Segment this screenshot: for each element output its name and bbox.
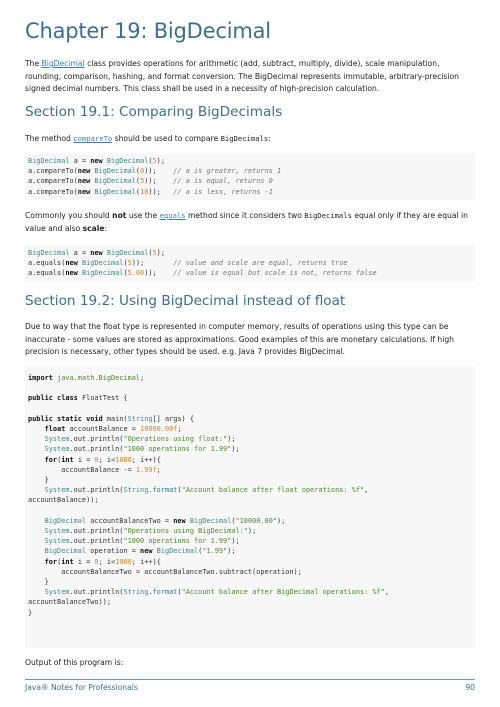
code-block-equals: BigDecimal a = new BigDecimal(5); a.equals(new BigDecimal(5)); // value and scale are equal, returns true a.equals(new BigDecimal(5.00)); // value is equal but scale is not, returns false xyxy=(25,245,475,282)
code-block-floattest: import java.math.BigDecimal; public class FloatTest { public static void main(String[] args) { float accountBalance = 10000.00f; System.out.println("Operations using float:"); System.out.println("1000 operations for 1.99"); for(int i = 0; i<1000; i++){ accountBalance -= 1.99f; } System.out.println(String.format("Account balance after float operations: %f", accountBalance)); BigDecimal accountBalanceTwo = new BigDecimal("10000.00"); System.out.println("Operations using BigDecimal:"); System.out.println("1000 operations for 1.99"); BigDecimal operation = new BigDecimal("1.99"); for(int i = 0; i<1000; i++){ accountBalanceTwo = accountBalanceTwo.subtract(operation); } System.out.println(String.format("Account balance after BigDecimal operations: %f", accountBalanceTwo)); } xyxy=(25,366,475,648)
section-1-paragraph-2: Commonly you should not use the equals method since it considers two BigDecimals equal only if they are equal in value and also scale: xyxy=(25,211,468,233)
footer-divider xyxy=(25,679,475,680)
section-2-title: Section 19.2: Using BigDecimal instead of float xyxy=(25,293,346,309)
chapter-title: Chapter 19: BigDecimal xyxy=(25,19,271,43)
bigdecimal-link[interactable]: BigDecimal xyxy=(41,59,85,68)
section-1-paragraph: The method compareTo should be used to compare BigDecimals: xyxy=(25,134,271,143)
intro-paragraph: The BigDecimal class provides operations for arithmetic (add, subtract, multiply, divide), scale manipulation, rounding, comparison, hashing, and format conversion. The BigDecimal represents immutable, arbitrary-precision signed decimal numbers. This class shall be used in a necessity of high-precision calculation. xyxy=(25,59,459,94)
code-block-compare: BigDecimal a = new BigDecimal(5); a.compareTo(new BigDecimal(0)); // a is greater, returns 1 a.compareTo(new BigDecimal(5)); // a is equal, returns 0 a.compareTo(new BigDecimal(10)); // a is less, returns -1 xyxy=(25,154,475,200)
section-1-title: Section 19.1: Comparing BigDecimals xyxy=(25,104,283,120)
compareto-link[interactable]: compareTo xyxy=(73,134,113,143)
output-label: Output of this program is: xyxy=(25,658,124,667)
equals-link[interactable]: equals xyxy=(159,211,186,220)
section-2-paragraph: Due to way that the float type is represented in computer memory, results of operations using this type can be inaccurate - some values are stored as approximations. Good examples of this are monetary calculations. If high precision is necessary, other types should be used. e.g. Java 7 provides BigDecimal. xyxy=(25,322,454,357)
footer-book-title: Java® Notes for Professionals xyxy=(25,683,138,692)
footer-page-number: 90 xyxy=(465,683,475,692)
